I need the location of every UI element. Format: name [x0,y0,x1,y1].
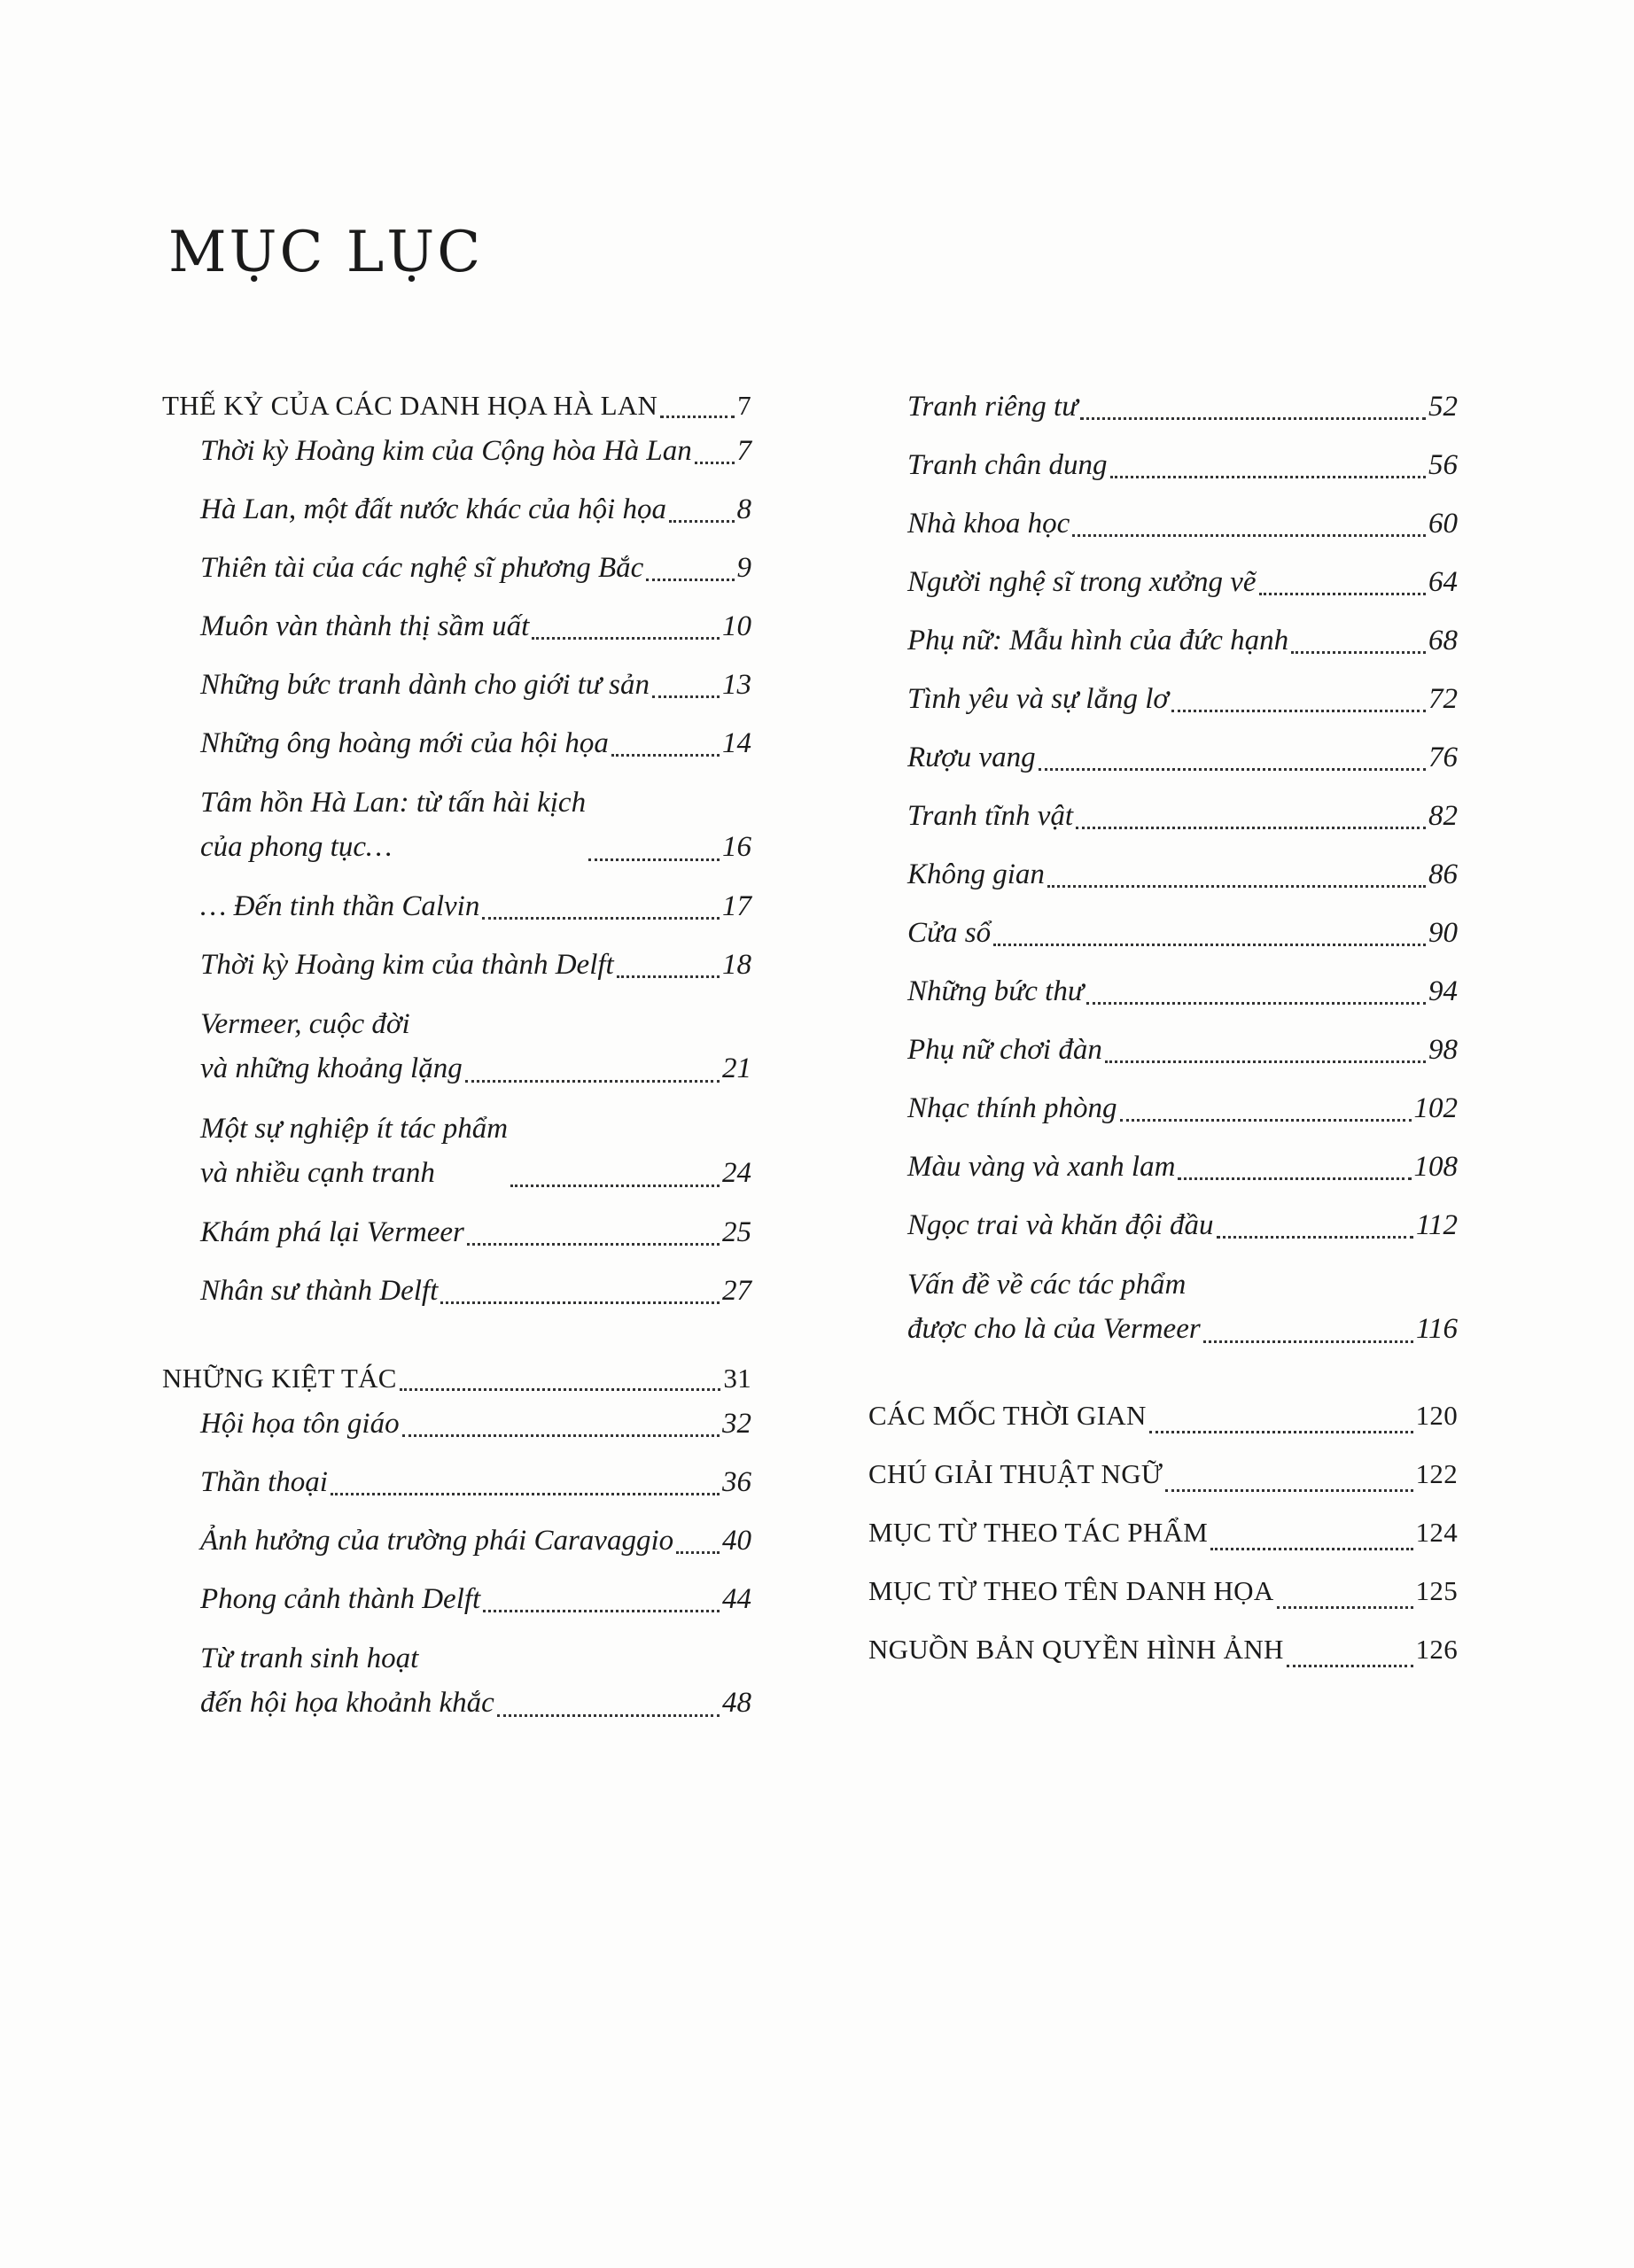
dot-leader [617,975,720,978]
toc-page-number: 52 [1428,391,1458,423]
toc-page-number: 124 [1415,1517,1458,1548]
dot-leader [646,579,734,581]
toc-page-number: 31 [723,1363,751,1394]
toc-page-number: 90 [1428,917,1458,949]
toc-entry-title: … Đến tinh thần Calvin [200,890,480,922]
toc-section-entry[interactable] [868,1507,1458,1558]
toc-entry[interactable] [162,547,751,589]
toc-page-number: 9 [736,552,751,584]
toc-section-entry[interactable] [162,1358,751,1399]
dot-leader [1178,1177,1411,1180]
toc-entry[interactable] [868,1146,1458,1188]
toc-entry-title: Thời kỳ Hoàng kim của thành Delft [200,949,614,981]
toc-page-number: 125 [1415,1575,1458,1606]
dot-leader [467,1243,720,1246]
toc-entry-title: Màu vàng và xanh lam [907,1151,1176,1183]
dot-leader [1149,1431,1413,1433]
toc-entry[interactable] [868,385,1458,428]
toc-page-number: 44 [722,1583,751,1615]
dot-leader [1291,651,1426,654]
toc-entry-title: Vấn đề về các tác phẩm được cho là của Vermeer [907,1269,1201,1345]
toc-page-number: 120 [1415,1400,1458,1431]
toc-entry[interactable] [868,561,1458,603]
toc-section-entry[interactable] [162,385,751,426]
toc-entry-title: Thiên tài của các nghệ sĩ phương Bắc [200,552,644,584]
toc-page-number: 36 [722,1466,751,1498]
dot-leader [695,462,735,464]
toc-entry[interactable] [162,885,751,928]
toc-entry[interactable] [868,678,1458,720]
toc-entry[interactable] [162,1211,751,1254]
toc-entry-title: Thần thoại [200,1466,328,1498]
toc-page-number: 56 [1428,449,1458,481]
toc-entry[interactable] [868,444,1458,486]
toc-entry[interactable] [868,1262,1458,1351]
toc-entry-title: Tranh riêng tư [907,391,1078,423]
toc-section-entry[interactable] [868,1390,1458,1441]
toc-entry-title: Cửa sổ [907,917,992,949]
toc-entry-title: THẾ KỶ CỦA CÁC DANH HỌA HÀ LAN [162,390,658,421]
toc-page-number: 7 [737,390,751,421]
toc-entry-title: Người nghệ sĩ trong xưởng vẽ [907,566,1257,598]
dot-leader [510,1184,720,1187]
page-title: MỤC LỤC [168,219,484,285]
toc-entry[interactable] [162,1636,751,1725]
toc-entry[interactable] [868,502,1458,545]
toc-page-number: 126 [1415,1634,1458,1665]
toc-section-entry[interactable] [868,1565,1458,1617]
dot-leader [483,1610,720,1612]
toc-entry-title: Nhân sư thành Delft [200,1275,439,1307]
dot-leader [497,1714,720,1717]
toc-entry-title: Tranh tĩnh vật [907,800,1074,832]
toc-entry[interactable] [868,736,1458,779]
toc-entry[interactable] [868,619,1458,662]
toc-page-number: 116 [1415,1313,1458,1345]
toc-entry-title: Phong cảnh thành Delft [200,1583,481,1615]
dot-leader [1210,1548,1412,1550]
toc-entry[interactable] [162,605,751,648]
toc-entry-title: Ngọc trai và khăn đội đầu [907,1209,1214,1241]
toc-entry[interactable] [868,795,1458,837]
toc-page-number: 40 [722,1525,751,1557]
toc-section-entry[interactable] [868,1624,1458,1675]
toc-page-number: 18 [722,949,751,981]
dot-leader [1072,534,1426,537]
toc-page-number: 98 [1428,1034,1458,1066]
toc-entry-title: Những ông hoàng mới của hội họa [200,727,609,759]
toc-page-number: 32 [722,1408,751,1440]
toc-entry-title: Rượu vang [907,742,1036,773]
dot-leader [482,917,720,920]
dot-leader [1203,1340,1413,1343]
toc-page-number: 17 [722,890,751,922]
toc-entry-title: Tình yêu và sự lẳng lơ [907,683,1170,715]
dot-leader [1165,1489,1412,1492]
toc-entry-title: Muôn vàn thành thị sầm uất [200,610,530,642]
toc-entry-title: MỤC TỪ THEO TÁC PHẨM [868,1517,1209,1548]
toc-page-number: 112 [1415,1209,1458,1241]
dot-leader [402,1434,720,1437]
toc-entry[interactable] [162,1519,751,1562]
toc-entry-title: MỤC TỪ THEO TÊN DANH HỌA [868,1575,1274,1606]
dot-leader [440,1301,720,1304]
toc-page-number: 7 [736,435,751,467]
dot-leader [1047,885,1426,888]
toc-entry[interactable] [162,430,751,472]
toc-entry[interactable] [868,970,1458,1013]
toc-entry[interactable] [162,1270,751,1312]
toc-entry-title: Vermeer, cuộc đời và những khoảng lặng [200,1008,463,1084]
toc-entry-title: Từ tranh sinh hoạt đến hội họa khoảnh khắc [200,1643,494,1719]
toc-page-number: 60 [1428,508,1458,540]
toc-page-number: 25 [722,1216,751,1248]
toc-section-entry[interactable] [868,1449,1458,1500]
toc-page-number: 94 [1428,975,1458,1007]
toc-page-number: 122 [1415,1458,1458,1489]
dot-leader [1277,1606,1413,1609]
dot-leader [1080,417,1426,420]
toc-entry-title: Ảnh hưởng của trường phái Caravaggio [200,1525,674,1557]
dot-leader [652,695,720,698]
dot-leader [1171,710,1426,712]
toc-entry[interactable] [162,488,751,531]
toc-entry-title: Một sự nghiệp ít tác phẩm và nhiều cạnh tranh [200,1113,509,1189]
dot-leader [669,520,735,523]
toc-entry[interactable] [162,1107,751,1195]
toc-page-number: 48 [722,1687,751,1719]
toc-entry[interactable] [162,722,751,765]
toc-entry[interactable] [162,781,751,869]
dot-leader [588,858,720,861]
toc-entry-title: CÁC MỐC THỜI GIAN [868,1400,1147,1431]
toc-entry-title: Tâm hồn Hà Lan: từ tấn hài kịch của phong tục… [200,787,587,863]
toc-entry-title: Nhạc thính phòng [907,1092,1117,1124]
toc-entry[interactable] [162,1002,751,1091]
toc-left-column [162,385,751,1725]
dot-leader [993,944,1426,946]
toc-page-number: 13 [722,669,751,701]
dot-leader [1287,1665,1413,1667]
toc-page-number: 8 [736,493,751,525]
toc-entry-title: Nhà khoa học [907,508,1070,540]
dot-leader [1217,1236,1413,1239]
toc-entry[interactable] [162,1578,751,1620]
toc-page-number: 76 [1428,742,1458,773]
toc-page-number: 24 [722,1157,751,1189]
dot-leader [465,1080,720,1083]
toc-entry-title: Khám phá lại Vermeer [200,1216,464,1248]
toc-entry-title: Những bức tranh dành cho giới tư sản [200,669,650,701]
toc-right-column [868,385,1458,1675]
toc-page-number: 108 [1413,1151,1458,1183]
toc-entry[interactable] [868,1029,1458,1071]
dot-leader [1086,1002,1426,1005]
dot-leader [1110,476,1426,478]
toc-entry[interactable] [162,944,751,986]
toc-entry-title: Phụ nữ: Mẫu hình của đức hạnh [907,625,1289,656]
dot-leader [1120,1119,1412,1122]
dot-leader [532,637,720,640]
toc-page-number: 21 [722,1052,751,1084]
toc-page-number: 68 [1428,625,1458,656]
toc-entry[interactable] [162,1402,751,1445]
toc-entry[interactable] [868,1087,1458,1130]
toc-page-number: 27 [722,1275,751,1307]
toc-entry[interactable] [162,664,751,706]
toc-entry-title: NHỮNG KIỆT TÁC [162,1363,397,1394]
toc-page-number: 64 [1428,566,1458,598]
toc-entry-title: Thời kỳ Hoàng kim của Cộng hòa Hà Lan [200,435,692,467]
toc-entry[interactable] [162,1461,751,1503]
dot-leader [1105,1060,1426,1063]
toc-entry[interactable] [868,853,1458,896]
dot-leader [611,754,720,757]
toc-entry-title: Những bức thư [907,975,1084,1007]
dot-leader [331,1493,720,1495]
toc-entry-title: CHÚ GIẢI THUẬT NGỮ [868,1458,1163,1489]
dot-leader [660,416,735,418]
toc-entry-title: NGUỒN BẢN QUYỀN HÌNH ẢNH [868,1634,1284,1665]
dot-leader [676,1551,720,1554]
toc-entry[interactable] [868,912,1458,954]
toc-page-number: 82 [1428,800,1458,832]
toc-page-number: 102 [1413,1092,1458,1124]
toc-page-number: 86 [1428,858,1458,890]
toc-entry-title: Tranh chân dung [907,449,1108,481]
dot-leader [400,1388,721,1391]
toc-entry-title: Phụ nữ chơi đàn [907,1034,1102,1066]
toc-entry-title: Hội họa tôn giáo [200,1408,400,1440]
toc-entry[interactable] [868,1204,1458,1247]
dot-leader [1076,827,1426,829]
toc-entry-title: Không gian [907,858,1045,890]
toc-page-number: 14 [722,727,751,759]
toc-page-number: 10 [722,610,751,642]
dot-leader [1259,593,1426,595]
dot-leader [1039,768,1426,771]
toc-entry-title: Hà Lan, một đất nước khác của hội họa [200,493,666,525]
toc-page-number: 16 [722,831,751,863]
toc-page-number: 72 [1428,683,1458,715]
